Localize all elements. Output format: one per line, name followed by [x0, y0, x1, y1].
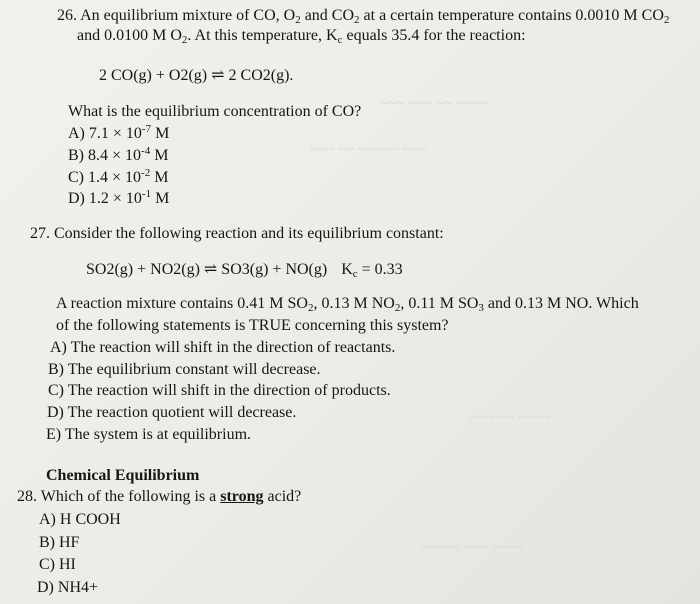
q27-option-c[interactable]: C) The reaction will shift in the direction of products.: [48, 382, 391, 399]
q26-option-c[interactable]: C) $1.4 \times 10^{-2}$ M: [68, 167, 169, 186]
q27-reaction: SO2(g) + NO2(g) ⇌ SO3(g) + NO(g) $K_c = 0.33$: [86, 261, 403, 280]
q26-stem-line-1: 26. An equilibrium mixture of CO, $O_2$ and $CO_2$ at a certain temperature contains 0.0010 M $CO_2$: [57, 7, 670, 26]
q27-kc: $K_c = 0.33$: [341, 261, 403, 280]
q27-option-d[interactable]: D) The reaction quotient will decrease.: [47, 404, 297, 421]
q28-stem: 28. Which of the following is a strong acid?: [17, 488, 302, 505]
q28-option-c[interactable]: C) HI: [39, 556, 76, 573]
q27-option-a[interactable]: A) The reaction will shift in the direction of reactants.: [50, 339, 396, 356]
q26-option-b[interactable]: B) $8.4 \times 10^{-4}$ M: [68, 145, 169, 164]
bleed-through-text: ~~~ ~~ ~~~~~ ~~~: [310, 142, 427, 158]
q28-option-d[interactable]: D) NH4+: [37, 579, 99, 596]
q28-option-b[interactable]: B) HF: [39, 534, 80, 551]
q26-reaction: 2 CO(g) + O2(g) ⇌ 2 CO2(g).: [99, 67, 294, 84]
bleed-through-text: ~~~ ~~ ~~~~: [470, 410, 551, 426]
bleed-through-text: ~~~~~ ~~~ ~~~~: [420, 540, 525, 556]
q27-option-b[interactable]: B) The equilibrium constant will decrease.: [48, 361, 321, 378]
q26-option-a[interactable]: A) $7.1 \times 10^{-7}$ M: [68, 123, 170, 142]
q27-stem-line-1: A reaction mixture contains 0.41 M $SO_2$, 0.13 M $NO_2$, 0.11 M $SO_3$ and 0.13 M NO. Which: [56, 295, 639, 314]
q27-option-e[interactable]: E) The system is at equilibrium.: [46, 426, 252, 443]
q28-option-a[interactable]: A) H COOH: [39, 511, 121, 528]
bleed-through-text: ~~~ ~~~ ~~ ~~~~: [380, 96, 489, 112]
q26-stem-line-2: and 0.0100 M $O_2$. At this temperature, $K_c$ equals 35.4 for the reaction:: [77, 27, 526, 46]
q26-question: What is the equilibrium concentration of CO?: [68, 103, 362, 120]
section-heading: Chemical Equilibrium: [46, 467, 200, 484]
q27-stem: 27. Consider the following reaction and its equilibrium constant:: [30, 225, 444, 242]
q27-stem-line-2: of the following statements is TRUE concerning this system?: [56, 317, 449, 334]
q26-option-d[interactable]: D) $1.2 \times 10^{-1}$ M: [68, 188, 170, 207]
